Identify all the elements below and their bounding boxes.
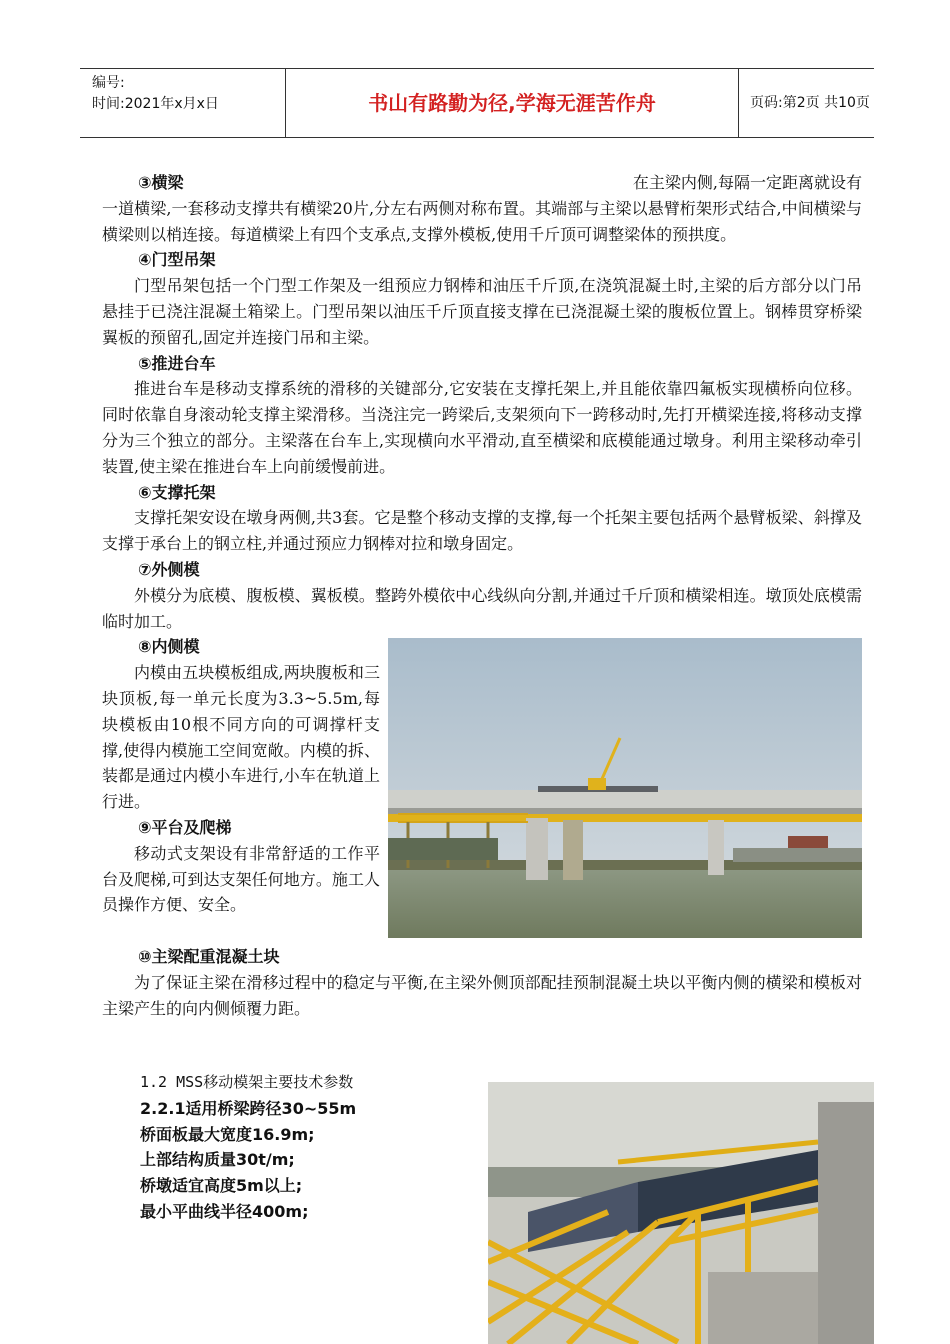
section-6-title: ⑥支撑托架 — [138, 482, 216, 502]
document-body — [102, 170, 862, 1022]
section-5-title: ⑤推进台车 — [138, 353, 216, 373]
section-7-title: ⑦外侧模 — [138, 559, 200, 579]
params-heading: 1.2 MSS移动模架主要技术参数 — [140, 1073, 354, 1091]
section-6-body: 支撑托架安设在墩身两侧,共3套。它是整个移动支撑的支撑,每一个托架主要包括两个悬臂板梁、斜撑及支撑于承台上的钢立柱,并通过预应力钢棒对拉和墩身固定。 — [102, 508, 862, 554]
bridge-photo — [388, 638, 862, 938]
header-left — [92, 73, 219, 115]
technical-parameters — [140, 1070, 356, 1225]
param-mass: 上部结构质量30t/m; — [140, 1150, 295, 1170]
page-header — [80, 68, 874, 138]
section-9-title: ⑨平台及爬梯 — [138, 817, 232, 837]
param-span: 2.2.1适用桥梁跨径30~55m — [140, 1098, 357, 1118]
section-4-body: 门型吊架包括一个门型工作架及一组预应力钢棒和油压千斤顶,在浇筑混凝土时,主梁的后方部分以门吊悬挂于已浇注混凝土箱梁上。门型吊架以油压千斤顶直接支撑在已浇混凝土梁的腹板位置上。钢棒贯穿桥梁翼板的预留孔,固定并连接门吊和主梁。 — [102, 276, 862, 347]
param-curve-radius: 最小平曲线半径400m; — [140, 1201, 309, 1221]
param-deck-width: 桥面板最大宽度16.9m; — [140, 1124, 315, 1144]
motto: 书山有路勤为径,学海无涯苦作舟 — [285, 69, 739, 137]
section-3-title-line — [102, 170, 862, 196]
section-4-title: ④门型吊架 — [138, 250, 216, 270]
section-3-body: 一道横梁,一套移动支撑共有横梁20片,分左右两侧对称布置。其端部与主梁以悬臂桁架形式结合,中间横梁与横梁则以梢连接。每道横梁上有四个支承点,支撑外模板,使用千斤顶可调整梁体的预拱度。 — [102, 198, 862, 244]
time-label: 时间:2021年x月x日 — [92, 96, 219, 112]
param-pier-height: 桥墩适宜高度5m以上; — [140, 1176, 303, 1196]
section-5-body: 推进台车是移动支撑系统的滑移的关键部分,它安装在支撑托架上,并且能依靠四氟板实现横桥向位移。同时依靠自身滚动轮支撑主梁滑移。当浇注完一跨梁后,支架须向下一跨移动时,先打开横梁连接,将移动支撑分为三个独立的部分。主梁落在台车上,实现横向水平滑动,直至横梁和底模能通过墩身。利用主梁移动牵引装置,使主梁在推进台车上向前缓慢前进。 — [102, 379, 862, 476]
section-8-title: ⑧内侧模 — [138, 637, 200, 657]
bridge-photo-image — [388, 638, 862, 938]
formwork-photo — [488, 1082, 874, 1344]
page-info: 页码:第2页 共10页 — [750, 95, 870, 111]
section-3-lead: 在主梁内侧,每隔一定距离就设有 — [632, 173, 862, 192]
section-3-title: ③横梁 — [138, 173, 184, 192]
section-8-body: 内模由五块模板组成,两块腹板和三块顶板,每一单元长度为3.3~5.5m,每块模板由10根不同方向的可调撑杆支撑,使得内模施工空间宽敞。内模的拆、装都是通过内模小车进行,小车在轨道上行进。 — [102, 663, 380, 812]
number-label: 编号: — [92, 75, 125, 91]
formwork-photo-image — [488, 1082, 874, 1344]
section-10-title: ⑩主梁配重混凝土块 — [138, 947, 280, 967]
section-9-body: 移动式支架设有非常舒适的工作平台及爬梯,可到达支架任何地方。施工人员操作方便、安全。 — [102, 843, 380, 915]
section-10-body: 为了保证主梁在滑移过程中的稳定与平衡,在主梁外侧顶部配挂预制混凝土块以平衡内侧的横梁和模板对主梁产生的向内侧倾覆力距。 — [102, 973, 862, 1018]
section-7-body: 外模分为底模、腹板模、翼板模。整跨外模依中心线纵向分割,并通过千斤顶和横梁相连。墩顶处底模需临时加工。 — [102, 585, 862, 631]
